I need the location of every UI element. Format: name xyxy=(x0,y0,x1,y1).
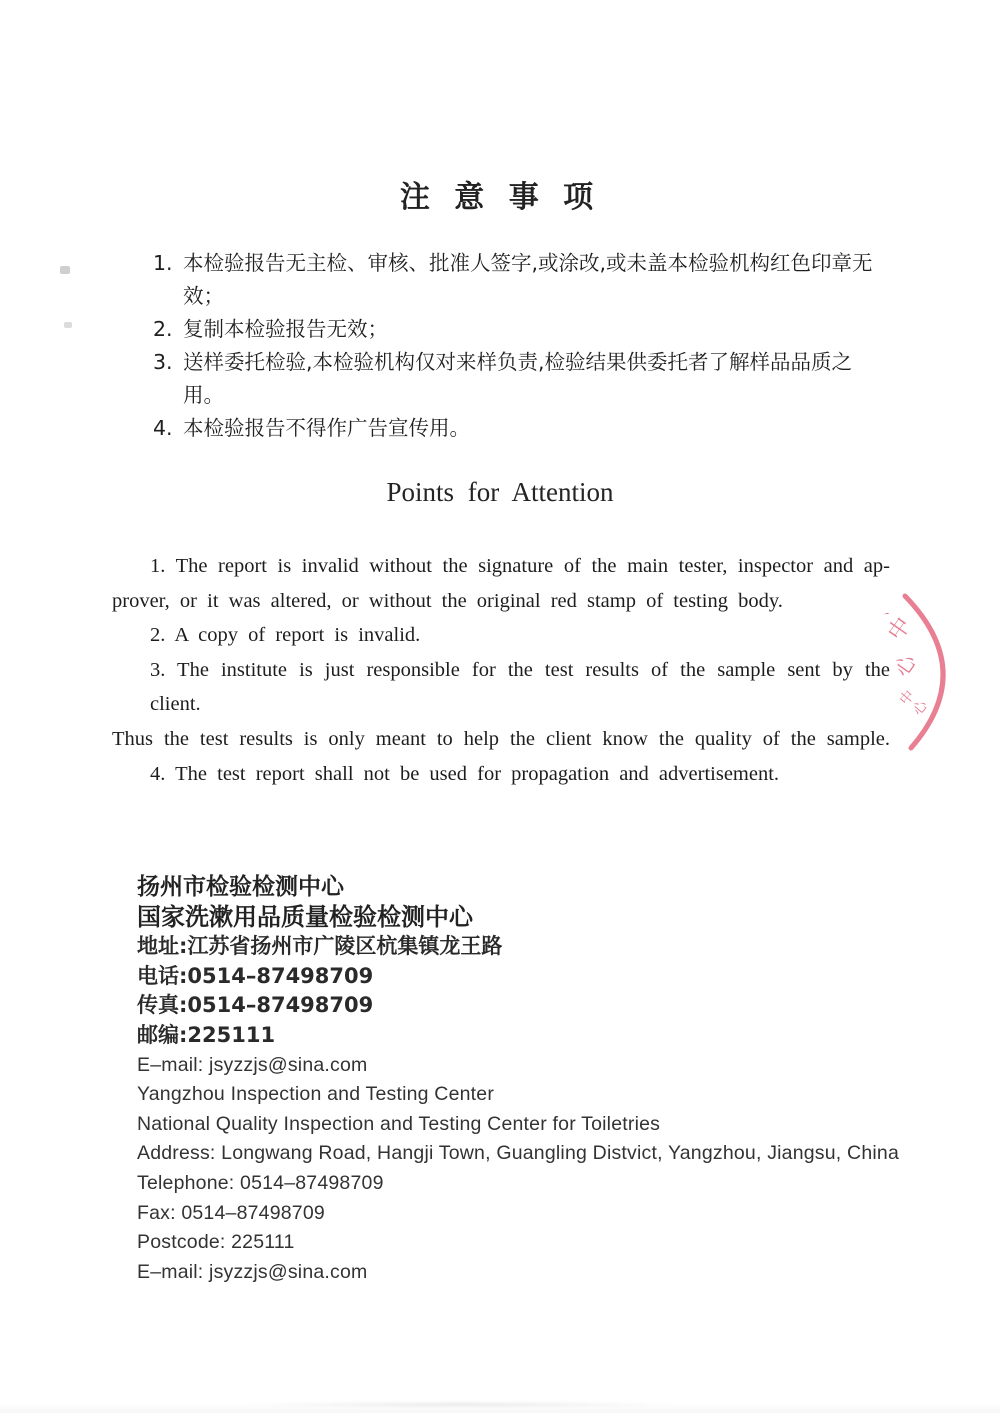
notice-list-cn xyxy=(153,247,893,445)
footer-phone-en: Telephone: 0514–87498709 xyxy=(137,1171,384,1194)
notice-item-number: 2. xyxy=(153,317,173,341)
footer-address-en: Address: Longwang Road, Hangji Town, Guangling Distvict, Yangzhou, Jiangsu, China xyxy=(137,1142,899,1165)
notice-list-en xyxy=(112,549,890,791)
paragraph-line: 2. A copy of report is invalid. xyxy=(150,624,421,647)
footer-contact-block xyxy=(137,873,917,1287)
footer-address-cn: 地址:江苏省扬州市广陵区杭集镇龙王路 xyxy=(137,934,503,959)
notice-title-cn: 注 意 事 项 xyxy=(399,180,601,215)
footer-email-cn: E–mail: jsyzzjs@sina.com xyxy=(137,1053,368,1076)
stamp-text: 心 xyxy=(909,697,932,719)
footer-fax-cn: 传真:0514–87498709 xyxy=(137,993,374,1018)
notice-item-number: 1. xyxy=(153,251,173,275)
stamp-text: 中 xyxy=(883,613,917,646)
notice-item-number: 4. xyxy=(153,416,173,440)
paragraph-line: 3. The institute is just responsible for the test results of the sample sent by the client. xyxy=(150,658,890,716)
stamp-arc xyxy=(905,596,943,748)
notice-item-text: 送样委托检验,本检验机构仅对来样负责,检验结果供委托者了解样品品质之用。 xyxy=(183,350,853,407)
footer-org-name-en: Yangzhou Inspection and Testing Center xyxy=(137,1083,495,1106)
notice-item-number: 3. xyxy=(153,350,173,374)
footer-org-name-cn-2: 国家洗漱用品质量检验检测中心 xyxy=(137,902,473,931)
paragraph-line: Thus the test results is only meant to help the client know the quality of the sample. xyxy=(112,727,890,750)
paragraph-line: 1. The report is invalid without the signature of the main tester, inspector and ap- xyxy=(150,555,890,577)
footer-phone-cn: 电话:0514–87498709 xyxy=(137,963,374,988)
stamp-text: 、 xyxy=(876,599,897,619)
footer-postcode-cn: 邮编:225111 xyxy=(137,1022,276,1047)
notice-title-en: Points for Attention xyxy=(386,477,614,507)
scan-edge-shadow xyxy=(0,1403,1000,1413)
footer-fax-en: Fax: 0514–87498709 xyxy=(137,1201,325,1224)
binding-mark xyxy=(64,322,72,328)
notice-item xyxy=(153,313,893,346)
footer-postcode-en: Postcode: 225111 xyxy=(137,1231,295,1254)
footer-org-name-cn: 扬州市检验检测中心 xyxy=(137,874,344,900)
notice-item xyxy=(153,247,893,313)
footer-email-en: E–mail: jsyzzjs@sina.com xyxy=(137,1260,368,1283)
footer-org-name-en-2: National Quality Inspection and Testing Center for Toiletries xyxy=(137,1112,661,1135)
notice-item xyxy=(153,346,893,412)
stamp-text: 心 xyxy=(889,649,922,681)
stamp-text: 中 xyxy=(896,687,919,709)
notice-item-text: 本检验报告无主检、审核、批准人签字,或涂改,或未盖本检验机构红色印章无效； xyxy=(183,251,873,308)
binding-mark xyxy=(60,266,70,274)
notice-item-text: 本检验报告不得作广告宣传用。 xyxy=(183,416,470,440)
paragraph-line: prover, or it was altered, or without the original red stamp of testing body. xyxy=(112,589,783,612)
notice-item-text: 复制本检验报告无效； xyxy=(183,317,388,341)
paragraph-line: 4. The test report shall not be used for propagation and advertisement. xyxy=(150,762,780,785)
notice-item xyxy=(153,412,893,445)
